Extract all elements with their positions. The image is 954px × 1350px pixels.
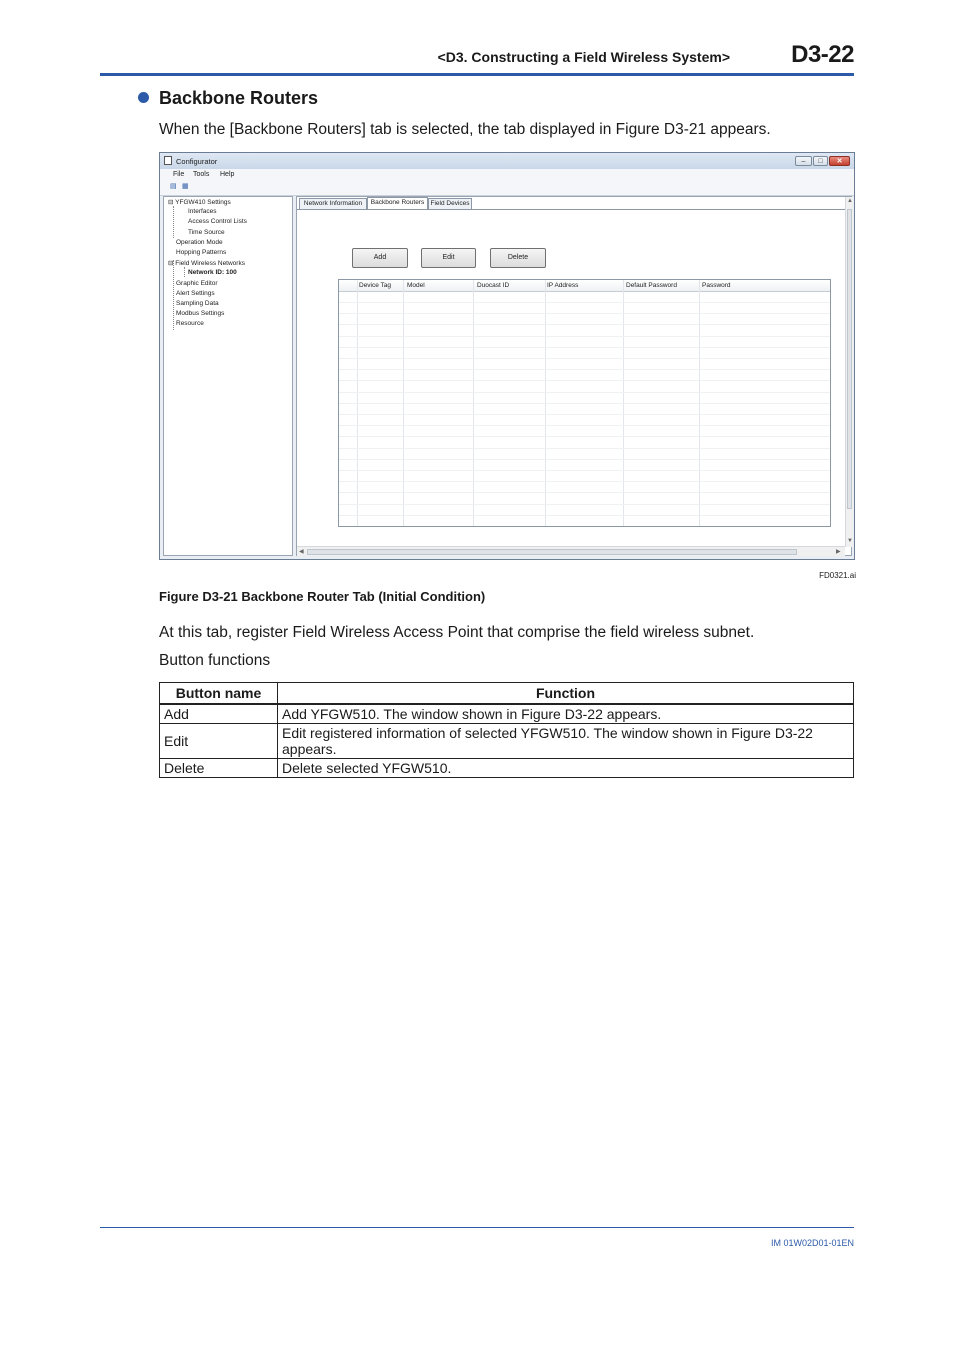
header-rule [100,73,854,76]
tab-field-devices[interactable]: Field Devices [428,198,472,209]
menu-help[interactable]: Help [220,171,235,178]
tree-item[interactable]: Modbus Settings [176,310,225,318]
chapter-title: <D3. Constructing a Field Wireless System> [437,49,730,65]
vertical-scrollbar[interactable] [845,197,853,547]
backbone-router-grid[interactable] [338,279,831,527]
tree-item[interactable]: Interfaces [188,208,217,216]
grid-row-line [339,414,831,415]
tree-guide-line [173,206,174,238]
tab-network-information[interactable]: Network Information [299,198,367,209]
table-header-button-name: Button name [160,683,278,705]
grid-row-line [339,425,831,426]
tree-item[interactable]: Resource [176,320,204,328]
grid-row-line [339,380,831,381]
horizontal-scrollbar[interactable] [297,546,845,556]
footer-rule [100,1227,854,1228]
grid-row-line [339,492,831,493]
grid-row-line [339,459,831,460]
connect-icon[interactable]: ▦ [182,183,189,190]
tree-item[interactable]: Graphic Editor [176,279,218,287]
figure-caption: Figure D3-21 Backbone Router Tab (Initial Condition) [159,589,486,604]
column-duocast-id[interactable]: Duocast ID [477,282,510,289]
vertical-scroll-thumb[interactable] [847,209,852,509]
scroll-up-icon[interactable]: ▲ [847,198,853,204]
toolbar [160,181,854,196]
window-title: Configurator [176,157,218,166]
menu-file[interactable]: File [173,171,185,178]
document-number: IM 01W02D01-01EN [770,1238,854,1248]
add-button[interactable]: Add [352,248,408,268]
column-device-tag[interactable]: Device Tag [359,282,392,289]
menu-tools[interactable]: Tools [193,171,210,178]
grid-row-line [339,324,831,325]
grid-row-line [339,403,831,404]
column-password[interactable]: Password [702,282,731,289]
grid-row-line [339,302,831,303]
maximize-button[interactable]: □ [813,156,828,166]
table-cell: Edit [160,724,278,759]
grid-row-line [339,436,831,437]
tree-item[interactable]: Alert Settings [176,289,215,297]
intro-paragraph: When the [Backbone Routers] tab is selected, the tab displayed in Figure D3-21 appears. [159,121,771,138]
grid-row-line [339,504,831,505]
scroll-down-icon[interactable]: ▼ [847,538,853,544]
export-icon[interactable]: ▤ [170,183,177,190]
column-default-password[interactable]: Default Password [626,282,677,289]
figure-file-label: FD0321.ai [819,571,856,580]
tree-item[interactable]: Time Source [188,228,225,236]
column-ip-address[interactable]: IP Address [547,282,579,289]
body-paragraph: At this tab, register Field Wireless Access Point that comprise the field wireless subnet. [159,624,755,641]
section-title: Backbone Routers [159,88,319,108]
grid-row-line [339,481,831,482]
table-row [160,704,854,724]
grid-row-line [339,313,831,314]
tree-item[interactable]: ⊟ YFGW410 Settings [168,199,231,206]
tree-item[interactable]: Access Control Lists [188,218,247,226]
navigation-tree [163,196,293,556]
tree-item[interactable]: Hopping Patterns [176,249,227,256]
window-titlebar [160,153,854,169]
close-button[interactable]: ✕ [829,156,850,166]
grid-row-line [339,358,831,359]
table-row [160,759,854,778]
delete-button[interactable]: Delete [490,248,546,268]
button-functions-table [159,682,854,778]
configurator-screenshot [159,152,855,560]
app-icon [164,156,172,165]
table-cell: Add YFGW510. The window shown in Figure D3-22 appears. [278,704,854,724]
table-cell: Delete [160,759,278,778]
grid-row-line [339,470,831,471]
grid-row-line [339,392,831,393]
content-panel [296,196,852,556]
grid-row-line [339,336,831,337]
grid-header [339,280,831,292]
grid-row-line [339,369,831,370]
table-cell: Add [160,704,278,724]
table-cell: Delete selected YFGW510. [278,759,854,778]
tree-item[interactable]: ⊟ Field Wireless Networks [168,260,245,268]
tab-backbone-routers[interactable]: Backbone Routers [367,197,428,209]
column-model[interactable]: Model [407,282,425,289]
scroll-right-icon[interactable]: ▶ [836,549,841,555]
edit-button[interactable]: Edit [421,248,476,268]
menu-bar [160,169,854,181]
tree-guide-line [184,267,185,277]
tab-divider [297,209,845,210]
tree-item[interactable]: Sampling Data [176,300,219,307]
button-functions-label: Button functions [159,652,271,669]
tree-item[interactable]: Network ID: 100 [188,269,237,277]
tree-item[interactable]: Operation Mode [176,238,223,246]
page-number: D3-22 [791,41,854,68]
grid-row-line [339,347,831,348]
table-row [160,724,854,759]
table-cell: Edit registered information of selected YFGW510. The window shown in Figure D3-22 appears. [278,724,854,759]
grid-row-line [339,515,831,516]
table-header-function: Function [278,683,854,705]
tree-guide-line [173,260,174,330]
grid-row-line [339,448,831,449]
minimize-button[interactable]: – [795,156,812,166]
horizontal-scroll-thumb[interactable] [307,549,797,555]
grid-row-line [339,526,831,527]
bullet-icon [138,92,149,103]
scroll-left-icon[interactable]: ◀ [299,549,304,555]
